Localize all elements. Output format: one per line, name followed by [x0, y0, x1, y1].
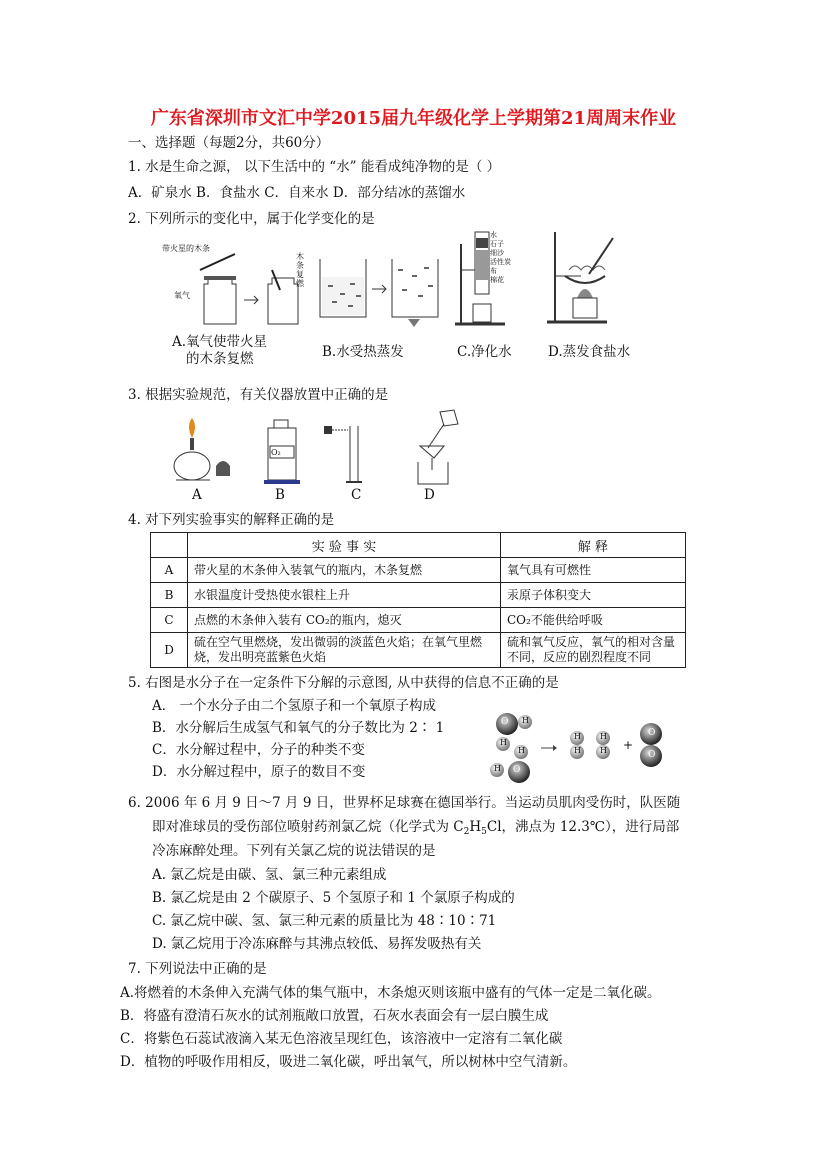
q7-option-a: A.将燃着的木条伸入充满气体的集气瓶中，木条熄灭则该瓶中盛有的气体一定是二氧化碳。 — [120, 985, 661, 1001]
q6-line1: 6. 2006 年 6 月 9 日～7 月 9 日，世界杯足球赛在德国举行。当运动员肌肉受伤时，队医随 — [128, 795, 681, 811]
q2-option-a-line2: 的木条复燃 — [186, 351, 254, 367]
q6-line2-part1: 即对准球员的受伤部位喷射药剂氯乙烷（化学式为 C — [152, 819, 464, 835]
q3-figure-b — [262, 420, 302, 486]
table-row — [151, 558, 686, 583]
q5-option-d: D．水分解过程中，原子的数目不变 — [152, 764, 366, 780]
q6-option-c: C. 氯乙烷中碳、氢、氯三种元素的质量比为 48∶10∶71 — [152, 913, 497, 929]
row-explain: CO₂不能供给呼吸 — [501, 608, 686, 633]
row-id: D — [151, 633, 188, 668]
table-row — [151, 583, 686, 608]
q2-option-a-line1: A.氧气使带火星 — [172, 334, 268, 350]
subscript-2: 2 — [463, 827, 470, 837]
q5-stem: 5. 右图是水分子在一定条件下分解的示意图, 从中获得的信息不正确的是 — [128, 675, 559, 691]
atom-h-label: H — [500, 738, 507, 747]
plus-sign: + — [623, 738, 634, 752]
q5-option-c: C．水分解过程中，分子的种类不变 — [152, 742, 365, 758]
atom-o-label: O — [648, 750, 656, 760]
row-id: B — [151, 583, 188, 608]
header-explain: 解 释 — [501, 533, 686, 558]
q3-stem: 3. 根据实验规范，有关仪器放置中正确的是 — [128, 387, 389, 403]
row-explain: 汞原子体积变大 — [501, 583, 686, 608]
q3-figure-d — [410, 410, 470, 488]
row-explain: 氧气具有可燃性 — [501, 558, 686, 583]
q6-line2 — [152, 818, 679, 841]
q3-figure-c — [324, 422, 364, 488]
q6-option-d: D. 氯乙烷用于冷冻麻醉与其沸点较低、易挥发吸热有关 — [152, 936, 482, 952]
atom-o-label: O — [648, 728, 656, 738]
label-sand: 细沙 — [490, 249, 504, 257]
q6-line2-part2: H — [469, 819, 482, 835]
row-fact: 硫在空气里燃烧，发出微弱的淡蓝色火焰；在氧气里燃烧，发出明亮蓝紫色火焰 — [188, 633, 501, 668]
label-stone: 石子 — [490, 240, 504, 248]
q2-option-d: D.蒸发食盐水 — [548, 344, 631, 360]
q5-option-b: B．水分解后生成氢气和氧气的分子数比为 2∶ 1 — [152, 720, 445, 736]
atom-o-label: O — [501, 717, 509, 727]
atom-h-label: H — [518, 746, 525, 755]
q1-options: A．矿泉水 B．食盐水 C．自来水 D．部分结冰的蒸馏水 — [128, 185, 466, 201]
q3-label-a: A — [192, 487, 202, 503]
row-fact: 带火星的木条伸入装氧气的瓶内，木条复燃 — [188, 558, 501, 583]
q1-stem: 1. 水是生命之源， 以下生活中的 “水” 能看成纯净物的是（ ） — [128, 159, 501, 175]
atom-h-label: H — [522, 716, 529, 725]
header-fact: 实 验 事 实 — [188, 533, 501, 558]
row-fact: 水银温度计受热使水银柱上升 — [188, 583, 501, 608]
q5-option-a: A． 一个水分子由二个氢原子和一个氧原子构成 — [152, 698, 437, 714]
q6-option-b: B. 氯乙烷是由 2 个碳原子、5 个氢原子和 1 个氯原子构成的 — [152, 890, 515, 906]
section-heading: 一、选择题（每题2分，共60分） — [128, 135, 330, 151]
q6-line3: 冷冻麻醉处理。下列有关氯乙烷的说法错误的是 — [152, 843, 436, 859]
row-id: C — [151, 608, 188, 633]
q3-label-b: B — [275, 487, 285, 503]
page-title: 广东省深圳市文汇中学2015届九年级化学上学期第21周周末作业 — [150, 108, 677, 129]
q3-label-d: D — [424, 487, 435, 503]
label-water: 水 — [490, 231, 497, 239]
atom-h-label: H — [574, 732, 581, 741]
label-oxygen: 氧气 — [174, 291, 190, 300]
q2-figure-b — [318, 255, 443, 330]
table-row — [151, 633, 686, 668]
q3-label-c: C — [351, 487, 362, 503]
q7-option-c: C．将紫色石蕊试液滴入某无色溶液呈现红色，该溶液中一定溶有二氧化碳 — [120, 1031, 563, 1047]
atom-o-label: O — [513, 765, 521, 775]
q2-figure-d — [545, 228, 625, 328]
q2-option-b: B.水受热蒸发 — [322, 344, 404, 360]
label-carbon: 活性炭 — [490, 258, 511, 266]
label-rekindle: 木条复燃 — [296, 252, 304, 288]
row-id: A — [151, 558, 188, 583]
row-fact: 点燃的木条伸入装有 CO₂的瓶内，熄灭 — [188, 608, 501, 633]
q4-table — [150, 532, 686, 668]
q7-option-d: D．植物的呼吸作用相反，吸进二氧化碳，呼出氧气，所以树林中空气清新。 — [120, 1054, 577, 1070]
q7-option-b: B．将盛有澄清石灰水的试剂瓶敞口放置，石灰水表面会有一层白膜生成 — [120, 1008, 549, 1024]
label-cotton: 棉花 — [490, 276, 504, 284]
table-header-row — [151, 533, 686, 558]
atom-h-label: H — [600, 732, 607, 741]
q6-option-a: A. 氯乙烷是由碳、氢、氯三种元素组成 — [152, 867, 387, 883]
q4-stem: 4. 对下列实验事实的解释正确的是 — [128, 512, 335, 528]
atom-h-label: H — [574, 746, 581, 755]
label-cloth: 布 — [490, 267, 497, 275]
row-explain: 硫和氧气反应，氧气的相对含量不同，反应的剧烈程度不同 — [501, 633, 686, 668]
q2-option-c: C.净化水 — [457, 344, 512, 360]
atom-h-label: H — [494, 764, 501, 773]
q7-stem: 7. 下列说法中正确的是 — [128, 961, 267, 977]
q2-stem: 2. 下列所示的变化中，属于化学变化的是 — [128, 211, 375, 227]
q6-line2-part3: Cl，沸点为 12.3℃），进行局部 — [486, 819, 680, 835]
q3-o2-label: O₂ — [271, 448, 281, 457]
subscript-5: 5 — [481, 827, 487, 837]
table-row — [151, 608, 686, 633]
atom-h-label: H — [600, 746, 607, 755]
q3-figure-a — [168, 418, 238, 484]
label-stick: 带火星的木条 — [162, 244, 210, 253]
